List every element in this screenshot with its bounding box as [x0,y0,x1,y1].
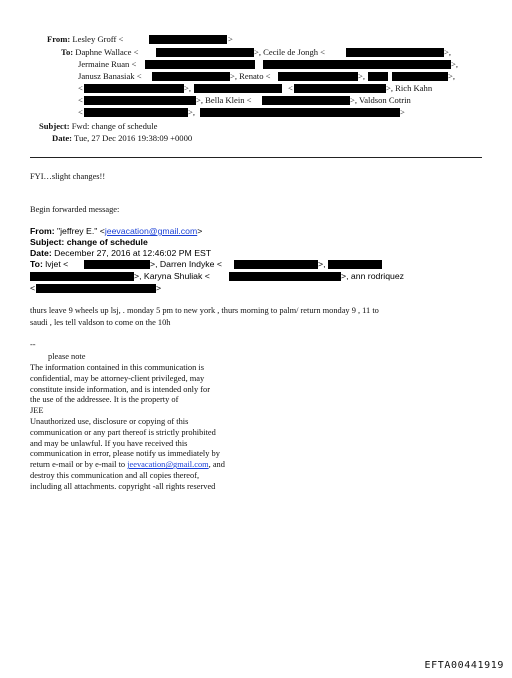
to-recipient: Daphne Wallace < [75,47,139,57]
redaction-box [262,96,350,105]
fwd-from-row [30,226,202,236]
to-recipient: Janusz Banasiak < [78,71,142,81]
redaction-box [294,84,386,93]
fwd-to-recipient: lvjet < [45,259,69,269]
to-row-1 [61,47,138,57]
disclaimer-text: return e-mail or by e-mail to [30,460,128,470]
redaction-box [346,48,444,57]
disclaimer-line: JEE [30,406,44,416]
fwd-date-value: December 27, 2016 at 12:46:02 PM EST [54,248,212,258]
from-value: Lesley Groff < [72,34,124,44]
fwd-from-email-link[interactable]: jeevacation@gmail.com [104,226,198,236]
to-recipient: >, Bella Klein < [196,95,252,105]
to-recipient: < [78,83,83,93]
subject-label: Subject: [39,121,70,131]
fwd-from-close: > [197,226,203,236]
redaction-box [84,96,196,105]
disclaimer-line: and may be unlawful. If you have received this [30,438,188,448]
to-recipient: < [78,95,83,105]
fwd-to-row-1 [30,259,68,269]
redaction-box [392,72,448,81]
redaction-box [278,72,358,81]
fwd-subject-label: Subject: [30,237,65,247]
fwd-to-label: To: [30,259,43,269]
to-recipient: Jermaine Ruan < [78,59,137,69]
from-close: > [228,34,233,44]
disclaimer-text: , and [208,460,225,470]
header-divider [30,157,482,158]
redaction-box [263,60,451,69]
redaction-box [156,48,254,57]
date-row [52,133,192,143]
message-line-1: thurs leave 9 wheels up lsj, . monday 5 pm to new york , thurs morning to palm/ return monday 9 , 11 to [30,306,379,315]
fwd-to-separator: >, [318,259,326,269]
to-separator: > [400,107,405,117]
to-separator: >, [188,107,195,117]
disclaimer-line: Unauthorized use, disclosure or copying of this [30,416,189,426]
to-separator: >, [448,71,455,81]
document-id: EFTA00441919 [424,660,504,671]
to-recipient: >, Renato < [230,71,271,81]
please-note: please note [48,352,86,361]
disclaimer-line: communication or any part thereof is strictly prohibited [30,427,216,437]
subject-row [39,121,157,131]
disclaimer-line: confidential, may be attorney-client privileged, may [30,373,205,383]
to-separator: >, [444,47,451,57]
fwd-from-label: From: [30,226,55,236]
redaction-box [229,272,341,281]
redaction-box [152,72,230,81]
fwd-from-name: "jeffrey E." < [57,226,105,236]
disclaimer-line: destroy this communication and all copies thereof, [30,470,200,480]
redaction-box [36,284,156,293]
to-recipient: < [288,83,293,93]
to-separator: >, [451,59,458,69]
fwd-to-separator: > [156,283,162,293]
to-recipient: >, Rich Kahn [386,83,433,93]
fwd-subject-row [30,237,148,247]
fwd-subject-value: change of schedule [66,237,148,247]
disclaimer-email-link[interactable]: jeevacation@gmail.com [127,460,209,470]
fwd-to-recipient: >, Darren Indyke < [150,259,222,269]
fwd-to-recipient: >, ann rodriquez [341,271,405,281]
redaction-box [145,60,255,69]
to-recipient: >, Valdson Cotrin [350,95,411,105]
to-recipient: < [78,107,83,117]
signature-dashes: -- [30,340,36,349]
fyi-line: FYI…slight changes!! [30,172,106,181]
from-label: From: [47,34,71,44]
redaction-box [368,72,388,81]
redaction-box [84,260,150,269]
fwd-date-row [30,248,211,258]
disclaimer-email-line [30,460,225,471]
redaction-box [84,84,184,93]
fwd-to-recipient: >, Karyna Shuliak < [134,271,210,281]
date-value: Tue, 27 Dec 2016 19:38:09 +0000 [74,133,193,143]
message-line-2: saudi , les tell valdson to come on the 10h [30,318,171,327]
date-label: Date: [52,133,73,143]
redaction-box [200,108,400,117]
from-row [47,34,123,44]
redaction-box [84,108,188,117]
disclaimer-line: The information contained in this communication is [30,363,204,372]
fwd-date-label: Date: [30,248,52,258]
to-separator: >, [358,71,365,81]
disclaimer-line: the use of the addressee. It is the property of [30,395,179,405]
to-label: To: [61,47,74,57]
disclaimer [30,363,225,493]
redaction-box [194,84,282,93]
redaction-box [30,272,134,281]
begin-forwarded: Begin forwarded message: [30,205,120,214]
disclaimer-line: including all attachments. copyright -all rights reserved [30,481,216,491]
fwd-to-recipient: < [30,283,36,293]
subject-value: Fwd: change of schedule [71,121,158,131]
redaction-box [149,35,227,44]
to-separator: >, [184,83,191,93]
disclaimer-line: constitute inside information, and is intended only for [30,384,211,394]
redaction-box [234,260,318,269]
disclaimer-line: communication in error, please notify us immediately by [30,449,220,459]
redaction-box [328,260,382,269]
to-recipient: >, Cecile de Jongh < [254,47,326,57]
